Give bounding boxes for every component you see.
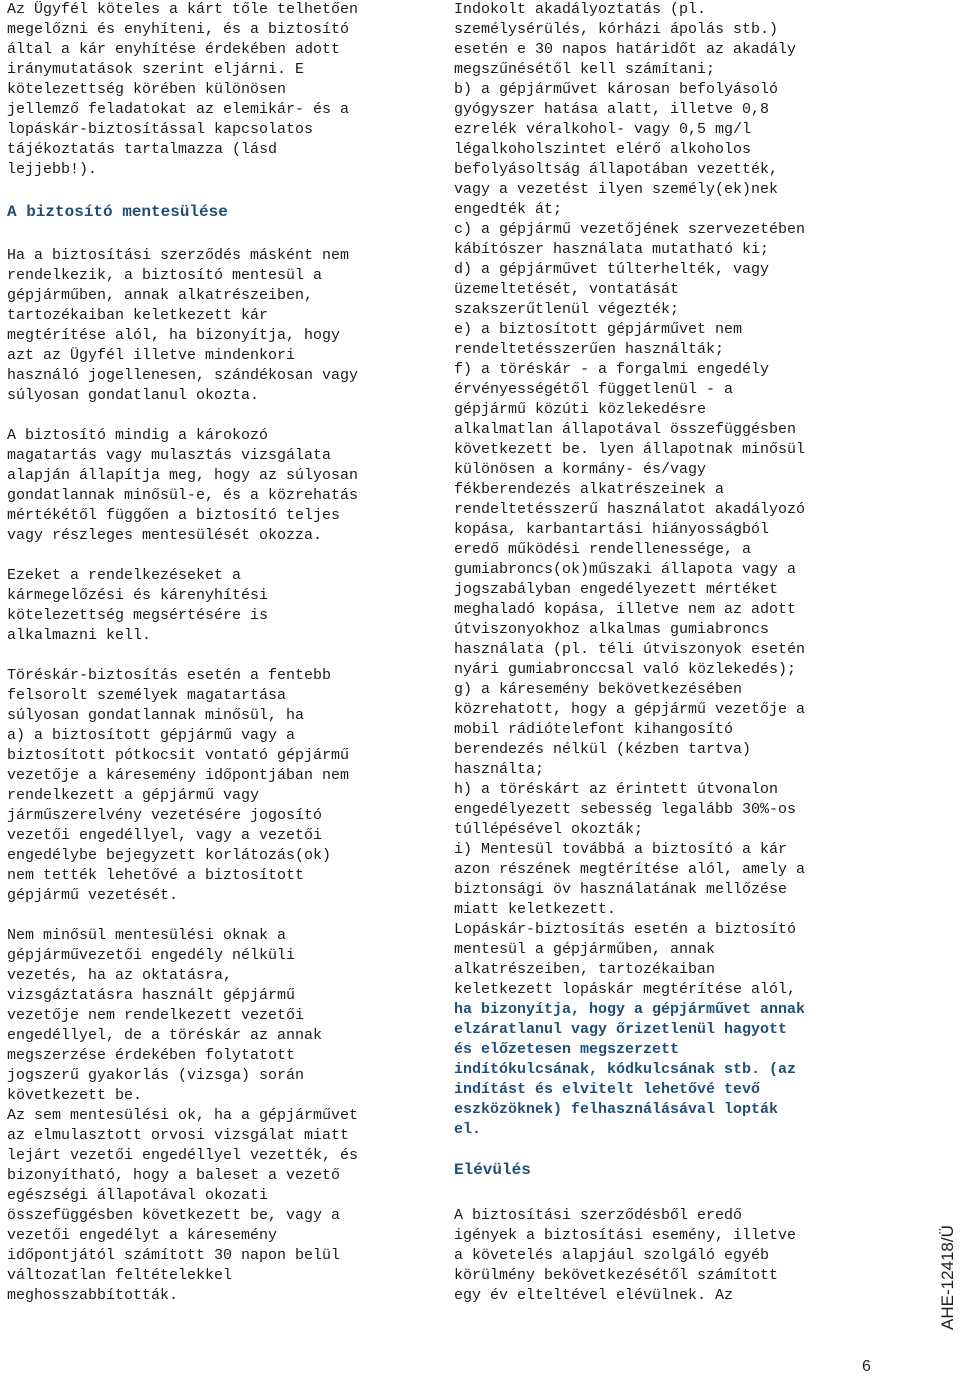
- text-line: eredő működési rendellenessége, a: [454, 541, 752, 558]
- text-line: gondatlannak minősül-e, és a közrehatás: [7, 487, 359, 504]
- text-line: miatt keletkezett.: [454, 901, 617, 918]
- text-line: rendelkezik, a biztosító mentesül a: [7, 267, 323, 284]
- text-line: útviszonyokhoz alkalmas gumiabroncs: [454, 621, 770, 638]
- text-line: gépjármű közúti közlekedésre: [454, 401, 707, 418]
- text-line: meghosszabbították.: [7, 1287, 179, 1304]
- bold-highlight-text: [454, 1000, 884, 1140]
- text-line: gépjárműben, annak alkatrészeiben,: [7, 287, 314, 304]
- text-line: gyógyszer hatása alatt, illetve 0,8: [454, 101, 770, 118]
- text-line: alapján állapítja meg, hogy az súlyosan: [7, 467, 359, 484]
- text-line: az elmulasztott orvosi vizsgálat miatt: [7, 1127, 350, 1144]
- text-line: felsorolt személyek magatartása: [7, 687, 287, 704]
- text-line: berendezés nélkül (kézben tartva): [454, 741, 752, 758]
- text-line: megszűnésétől kell számítani;: [454, 61, 716, 78]
- text-line: lopáskár-biztosítással kapcsolatos: [7, 121, 314, 138]
- continued-text: [454, 0, 884, 1000]
- text-line: személysérülés, kórházi ápolás stb.): [454, 21, 779, 38]
- text-line: Lopáskár-biztosítás esetén a biztosító: [454, 921, 797, 938]
- text-line: légalkoholszintet elérő alkoholos: [454, 141, 752, 158]
- text-line: túllépésével okozták;: [454, 821, 644, 838]
- paragraph-1: [7, 246, 437, 406]
- text-line: jogszerű gyakorlás (vizsga) során: [7, 1067, 305, 1084]
- text-line: h) a töréskárt az érintett útvonalon: [454, 781, 779, 798]
- text-line: súlyosan gondatlannak minősül, ha: [7, 707, 305, 724]
- text-line: A biztosítási szerződésből eredő: [454, 1207, 743, 1224]
- text-line: jellemző feladatokat az elemikár- és a: [7, 101, 350, 118]
- section-heading-elevules: Elévülés: [454, 1161, 531, 1179]
- text-line: mértékétől függően a biztosító teljes: [7, 507, 341, 524]
- text-line: c) a gépjármű vezetőjének szervezetében: [454, 221, 806, 238]
- text-line: nyári gumiabronccsal való közlekedés);: [454, 661, 797, 678]
- text-line: következett be. lyen állapotnak minősül: [454, 441, 806, 458]
- text-line: biztonsági öv használatának mellőzése: [454, 881, 788, 898]
- text-line: súlyosan gondatlanul okozta.: [7, 387, 260, 404]
- text-line: megszerzése érdekében folytatott: [7, 1047, 296, 1064]
- text-line: Indokolt akadályoztatás (pl.: [454, 1, 707, 18]
- text-line: ha bizonyítja, hogy a gépjárművet annak: [454, 1001, 806, 1018]
- text-line: elzáratlanul vagy őrizetlenül hagyott: [454, 1021, 788, 1038]
- text-line: egészségi állapotával okozati: [7, 1187, 269, 1204]
- intro-paragraph: [7, 0, 437, 180]
- section-heading-mentesules: A biztosító mentesülése: [7, 203, 228, 221]
- text-line: kopása, karbantartási hiányosságból: [454, 521, 770, 538]
- text-line: a) a biztosított gépjármű vagy a: [7, 727, 296, 744]
- text-line: meghaladó kopása, illetve nem az adott: [454, 601, 797, 618]
- text-line: összefüggésben következett be, vagy a: [7, 1207, 341, 1224]
- text-line: időpontjától számított 30 napon belül: [7, 1247, 341, 1264]
- paragraph-elevules: [454, 1206, 884, 1306]
- paragraph-2: [7, 426, 437, 546]
- text-line: különösen a kormány- és/vagy: [454, 461, 707, 478]
- text-line: vagy a vezetést ilyen személy(ek)nek: [454, 181, 779, 198]
- text-line: és előzetesen megszerzett: [454, 1041, 680, 1058]
- text-line: rendeltetésszerű használatot akadályozó: [454, 501, 806, 518]
- text-line: tájékoztatás tartalmazza (lásd: [7, 141, 278, 158]
- text-line: megtérítése alól, ha bizonyítja, hogy: [7, 327, 341, 344]
- text-line: biztosított pótkocsit vontató gépjármű: [7, 747, 350, 764]
- text-line: kármegelőzési és kárenyhítési: [7, 587, 269, 604]
- text-line: rendelkezett a gépjármű vagy: [7, 787, 260, 804]
- text-line: lejjebb!).: [7, 161, 98, 178]
- text-line: körülmény bekövetkezésétől számított: [454, 1267, 779, 1284]
- text-line: gépjármű vezetését.: [7, 887, 179, 904]
- text-line: el.: [454, 1121, 482, 1138]
- text-line: indítókulcsának, kódkulcsának stb. (az: [454, 1061, 797, 1078]
- text-line: esetén e 30 napos határidőt az akadály: [454, 41, 797, 58]
- text-line: változatlan feltételekkel: [7, 1267, 233, 1284]
- text-line: érvényességétől függetlenül - a: [454, 381, 734, 398]
- text-line: a követelés alapjául szolgáló egyéb: [454, 1247, 770, 1264]
- paragraph-3: [7, 566, 437, 646]
- text-line: azt az Ügyfél illetve mindenkori: [7, 347, 296, 364]
- paragraph-4: [7, 666, 437, 906]
- text-line: alkalmatlan állapotával összefüggésben: [454, 421, 797, 438]
- text-line: g) a káresemény bekövetkezésében: [454, 681, 743, 698]
- text-line: alkalmazni kell.: [7, 627, 152, 644]
- text-line: kábítószer használata mutatható ki;: [454, 241, 770, 258]
- text-line: mobil rádiótelefont kihangosító: [454, 721, 734, 738]
- text-line: egy év elteltével elévülnek. Az: [454, 1287, 734, 1304]
- text-line: d) a gépjárművet túlterhelték, vagy: [454, 261, 770, 278]
- text-line: bizonyítható, hogy a baleset a vezető: [7, 1167, 341, 1184]
- text-line: üzemeltetését, vontatását: [454, 281, 680, 298]
- text-line: fékberendezés alkatrészeinek a: [454, 481, 725, 498]
- text-line: közrehatott, hogy a gépjármű vezetője a: [454, 701, 806, 718]
- text-line: vezetője a káresemény időpontjában nem: [7, 767, 350, 784]
- text-line: igények a biztosítási esemény, illetve: [454, 1227, 797, 1244]
- text-line: gumiabroncs(ok)műszaki állapota vagy a: [454, 561, 797, 578]
- text-line: gépjárművezetői engedély nélküli: [7, 947, 296, 964]
- text-line: vizsgáztatásra használt gépjármű: [7, 987, 296, 1004]
- text-line: Ha a biztosítási szerződés másként nem: [7, 247, 350, 264]
- text-line: f) a töréskár - a forgalmi engedély: [454, 361, 770, 378]
- text-line: vezetője nem rendelkezett vezetői: [7, 1007, 305, 1024]
- document-code: AHE-12418/Ü: [938, 1225, 957, 1330]
- text-line: Az sem mentesülési ok, ha a gépjárművet: [7, 1107, 359, 1124]
- text-line: Az Ügyfél köteles a kárt tőle telhetően: [7, 1, 359, 18]
- left-column: [7, 0, 437, 1306]
- text-line: eszközöknek) felhasználásával lopták: [454, 1101, 779, 1118]
- text-line: i) Mentesül továbbá a biztosító a kár: [454, 841, 788, 858]
- text-line: keletkezett lopáskár megtérítése alól,: [454, 981, 797, 998]
- text-line: ezrelék véralkohol- vagy 0,5 mg/l: [454, 121, 752, 138]
- text-line: kötelezettség körében különösen: [7, 81, 287, 98]
- text-line: által a kár enyhítése érdekében adott: [7, 41, 341, 58]
- text-line: Ezeket a rendelkezéseket a: [7, 567, 242, 584]
- right-column: [454, 0, 884, 1306]
- text-line: szakszerűtlenül végezték;: [454, 301, 680, 318]
- text-line: vezetői engedélyt a káresemény: [7, 1227, 278, 1244]
- text-line: magatartás vagy mulasztás vizsgálata: [7, 447, 332, 464]
- text-line: rendeltetésszerűen használták;: [454, 341, 725, 358]
- text-line: engedték át;: [454, 201, 563, 218]
- text-line: vezetői engedéllyel, vagy a vezetői: [7, 827, 323, 844]
- text-line: vezetés, ha az oktatásra,: [7, 967, 233, 984]
- text-line: járműszerelvény vezetésére jogosító: [7, 807, 323, 824]
- text-line: Töréskár-biztosítás esetén a fentebb: [7, 667, 332, 684]
- text-line: engedélyezett sebesség legalább 30%-os: [454, 801, 797, 818]
- page-number: 6: [862, 1358, 871, 1375]
- text-line: jogszabályban engedélyezett mértéket: [454, 581, 779, 598]
- text-line: b) a gépjárművet károsan befolyásoló: [454, 81, 779, 98]
- text-line: tartozékaiban keletkezett kár: [7, 307, 269, 324]
- text-line: használta;: [454, 761, 545, 778]
- text-line: használó jogellenesen, szándékosan vagy: [7, 367, 359, 384]
- text-line: engedéllyel, de a töréskár az annak: [7, 1027, 323, 1044]
- text-line: vagy részleges mentesülését okozza.: [7, 527, 323, 544]
- text-line: A biztosító mindig a károkozó: [7, 427, 269, 444]
- text-line: mentesül a gépjárműben, annak: [454, 941, 716, 958]
- text-line: lejárt vezetői engedéllyel vezették, és: [7, 1147, 359, 1164]
- text-line: engedélybe bejegyzett korlátozás(ok): [7, 847, 332, 864]
- text-line: Nem minősül mentesülési oknak a: [7, 927, 287, 944]
- text-line: indítást és elvitelt lehetővé tevő: [454, 1081, 761, 1098]
- text-line: nem tették lehetővé a biztosított: [7, 867, 305, 884]
- text-line: kötelezettség megsértésére is: [7, 607, 269, 624]
- text-line: használata (pl. téli útviszonyok esetén: [454, 641, 806, 658]
- text-line: azon részének megtérítése alól, amely a: [454, 861, 806, 878]
- text-line: e) a biztosított gépjárművet nem: [454, 321, 743, 338]
- text-line: következett be.: [7, 1087, 143, 1104]
- text-line: megelőzni és enyhíteni, és a biztosító: [7, 21, 350, 38]
- paragraph-5: [7, 926, 437, 1306]
- text-line: alkatrészeiben, tartozékaiban: [454, 961, 716, 978]
- text-line: befolyásoltság állapotában vezették,: [454, 161, 779, 178]
- text-line: iránymutatások szerint eljárni. E: [7, 61, 305, 78]
